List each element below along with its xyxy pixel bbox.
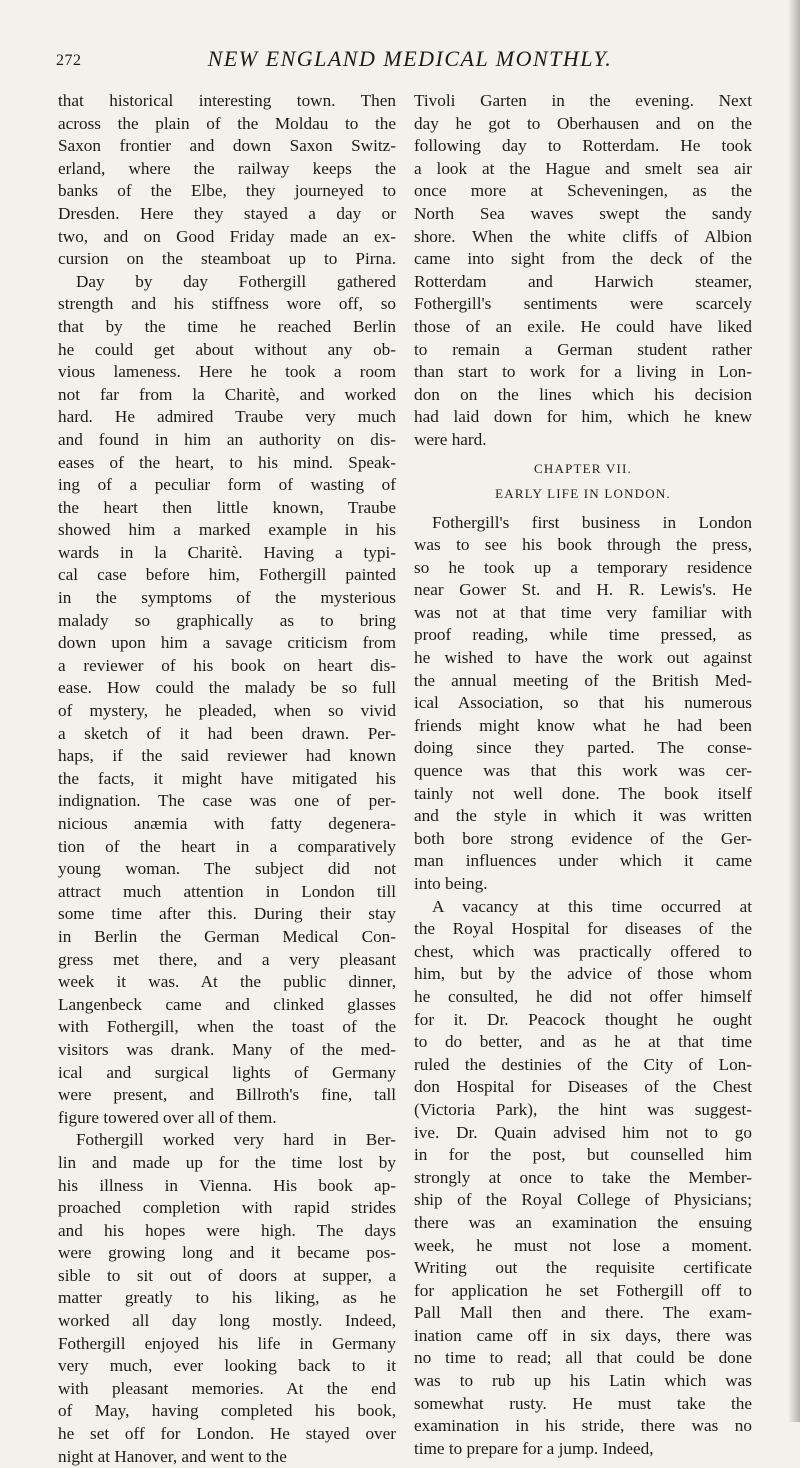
- text-line: don Hospital for Diseases of the Chest: [414, 1077, 752, 1097]
- text-line: following day to Rotterdam. He took: [414, 136, 752, 156]
- text-line: matter greatly to his liking, as he: [58, 1288, 396, 1308]
- right-column: [414, 90, 752, 1460]
- text-line: proached completion with rapid strides: [58, 1198, 396, 1218]
- text-line: worked all day long mostly. Indeed,: [58, 1311, 396, 1331]
- text-line: proof reading, while time pressed, as: [414, 625, 752, 645]
- text-line: ical Association, so that his numerous: [414, 693, 752, 713]
- text-line: Day by day Fothergill gathered: [76, 271, 396, 291]
- text-line: erland, where the railway keeps the: [58, 158, 396, 178]
- text-line: the Royal Hospital for diseases of the: [414, 919, 752, 939]
- text-line: vious lameness. Here he took a room: [58, 362, 396, 382]
- text-line: indignation. The case was one of per-: [58, 791, 396, 811]
- text-line: examination in his stride, there was no: [414, 1416, 752, 1436]
- page-edge-shadow: [788, 0, 800, 1422]
- text-line: somewhat rusty. He must take the: [414, 1393, 752, 1413]
- text-line: doing since they parted. The conse-: [414, 738, 752, 758]
- text-line: tainly not well done. The book itself: [414, 783, 752, 803]
- text-line: ship of the Royal College of Physicians;: [414, 1190, 752, 1210]
- text-line: attract much attention in London till: [58, 881, 396, 901]
- running-title: NEW ENGLAND MEDICAL MONTHLY.: [207, 46, 613, 71]
- text-line: man influences under which it came: [414, 851, 752, 871]
- text-line: ease. How could the malady be so full: [58, 678, 396, 698]
- left-column: [58, 90, 396, 1468]
- text-line: to remain a German student rather: [414, 339, 752, 359]
- text-line: time to prepare for a jump. Indeed,: [414, 1438, 654, 1458]
- text-line: for it. Dr. Peacock thought he ought: [414, 1009, 752, 1029]
- text-line: the heart then little known, Traube: [58, 497, 396, 517]
- text-line: North Sea waves swept the sandy: [414, 203, 752, 223]
- text-line: to do better, and as he at that time: [414, 1032, 752, 1052]
- text-line: his illness in Vienna. His book ap-: [58, 1175, 396, 1195]
- text-line: ive. Dr. Quain advised him not to go: [414, 1122, 752, 1142]
- right-column-text-before-chapter: [414, 90, 752, 452]
- chapter-title: CHAPTER VII.: [534, 460, 632, 476]
- chapter-subtitle: EARLY LIFE IN LONDON.: [495, 485, 671, 501]
- text-line: chest, which was practically offered to: [414, 941, 752, 961]
- text-line: shore. When the white cliffs of Albion: [414, 226, 752, 246]
- text-line: was not at that time very familiar with: [414, 602, 752, 622]
- text-line: there was an examination the ensuing: [414, 1212, 752, 1232]
- text-line: Dresden. Here they stayed a day or: [58, 203, 396, 223]
- text-line: (Victoria Park), the hint was suggest-: [414, 1099, 752, 1119]
- right-column-text-after-chapter: [414, 512, 752, 1461]
- text-line: so he took up a temporary residence: [414, 557, 752, 577]
- text-line: that by the time he reached Berlin: [58, 316, 396, 336]
- text-line: down upon him a savage criticism from: [58, 633, 396, 653]
- text-line: was to see his book through the press,: [414, 535, 752, 555]
- text-line: some time after this. During their stay: [58, 904, 396, 924]
- text-line: ing of a peculiar form of wasting of: [58, 475, 396, 495]
- text-line: Langenbeck came and clinked glasses: [58, 994, 396, 1014]
- text-line: wards in la Charitè. Having a typi-: [58, 542, 396, 562]
- text-line: Writing out the requisite certificate: [414, 1258, 752, 1278]
- text-line: across the plain of the Moldau to the: [58, 113, 396, 133]
- text-line: in Berlin the German Medical Con-: [58, 926, 396, 946]
- text-line: and found in him an authority on dis-: [58, 429, 396, 449]
- text-line: very much, ever looking back to it: [58, 1356, 396, 1376]
- text-line: Fothergill's sentiments were scarcely: [414, 294, 752, 314]
- text-line: day he got to Oberhausen and on the: [414, 113, 752, 133]
- text-line: banks of the Elbe, they journeyed to: [58, 181, 396, 201]
- text-line: once more at Scheveningen, as the: [414, 181, 752, 201]
- text-line: he consulted, he did not offer himself: [414, 986, 752, 1006]
- text-line: had laid down for him, which he knew: [414, 407, 752, 427]
- text-line: he could get about without any ob-: [58, 339, 396, 359]
- text-line: ination came off in six days, there was: [414, 1325, 752, 1345]
- text-line: in for the post, but counselled him: [414, 1145, 752, 1165]
- text-line: with pleasant memories. At the end: [58, 1378, 396, 1398]
- text-line: ruled the destinies of the City of Lon-: [414, 1054, 752, 1074]
- text-line: Fothergill enjoyed his life in Germany: [58, 1333, 396, 1353]
- text-line: visitors was drank. Many of the med-: [58, 1039, 396, 1059]
- text-line: a sketch of it had been drawn. Per-: [58, 723, 396, 743]
- text-line: strongly at once to take the Member-: [414, 1167, 752, 1187]
- text-line: friends might know what he had been: [414, 715, 752, 735]
- text-line: with Fothergill, when the toast of the: [58, 1017, 396, 1037]
- text-line: and the style in which it was written: [414, 806, 752, 826]
- text-line: gress met there, and a very pleasant: [58, 949, 396, 969]
- text-line: were growing long and it became pos-: [58, 1243, 396, 1263]
- text-line: eases of the heart, to his mind. Speak-: [58, 452, 396, 472]
- text-line: in the symptoms of the mysterious: [58, 588, 396, 608]
- text-line: Pall Mall then and there. The exam-: [414, 1303, 752, 1323]
- text-line: came into sight from the deck of the: [414, 249, 752, 269]
- page-number: 272: [56, 52, 82, 69]
- text-line: showed him a marked example in his: [58, 520, 396, 540]
- text-line: week it was. At the public dinner,: [58, 972, 396, 992]
- text-line: hard. He admired Traube very much: [58, 407, 396, 427]
- text-line: he set off for London. He stayed over: [58, 1424, 396, 1444]
- text-line: Fothergill worked very hard in Ber-: [76, 1130, 396, 1150]
- text-line: sible to sit out of doors at supper, a: [58, 1265, 396, 1285]
- text-line: night at Hanover, and went to the: [58, 1446, 287, 1466]
- text-line: strength and his stiffness wore off, so: [58, 294, 396, 314]
- text-line: two, and on Good Friday made an ex-: [58, 226, 396, 246]
- text-line: malady so graphically as to bring: [58, 610, 396, 630]
- text-line: don on the lines which his decision: [414, 384, 752, 404]
- text-line: A vacancy at this time occurred at: [432, 896, 752, 916]
- text-line: the annual meeting of the British Med-: [414, 670, 752, 690]
- text-line: for application he set Fothergill off to: [414, 1280, 752, 1300]
- text-line: cursion on the steamboat up to Pirna.: [58, 249, 396, 269]
- text-line: haps, if the said reviewer had known: [58, 746, 396, 766]
- text-line: near Gower St. and H. R. Lewis's. He: [414, 580, 752, 600]
- text-line: of May, having completed his book,: [58, 1401, 396, 1421]
- text-line: Fothergill's first business in London: [432, 512, 752, 532]
- text-line: figure towered over all of them.: [58, 1107, 277, 1127]
- text-line: were present, and Billroth's fine, tall: [58, 1085, 396, 1105]
- text-line: a reviewer of his book on heart dis-: [58, 655, 396, 675]
- text-line: young woman. The subject did not: [58, 859, 396, 879]
- text-line: ical and surgical lights of Germany: [58, 1062, 396, 1082]
- text-line: were hard.: [414, 429, 487, 449]
- text-line: quence was that this work was cer-: [414, 761, 752, 781]
- text-line: Tivoli Garten in the evening. Next: [414, 91, 752, 110]
- text-line: the facts, it might have mitigated his: [58, 768, 396, 788]
- text-line: than start to work for a living in Lon-: [414, 362, 752, 382]
- text-line: Saxon frontier and down Saxon Switz-: [58, 136, 396, 156]
- text-line: that historical interesting town. Then: [58, 91, 396, 110]
- text-line: was to rub up his Latin which was: [414, 1371, 752, 1391]
- text-line: a look at the Hague and smelt sea air: [414, 158, 752, 178]
- text-line: those of an exile. He could have liked: [414, 316, 752, 336]
- text-line: nicious anæmia with fatty degenera-: [58, 814, 396, 833]
- text-line: he wished to have the work out against: [414, 648, 752, 668]
- text-line: lin and made up for the time lost by: [58, 1152, 396, 1172]
- text-line: week, he must not lose a moment.: [414, 1235, 752, 1255]
- text-line: cal case before him, Fothergill painted: [58, 565, 396, 585]
- text-line: both bore strong evidence of the Ger-: [414, 828, 752, 848]
- text-line: not far from la Charitè, and worked: [58, 384, 396, 404]
- text-line: no time to read; all that could be done: [414, 1348, 752, 1368]
- text-line: Rotterdam and Harwich steamer,: [414, 271, 752, 291]
- text-line: into being.: [414, 874, 488, 893]
- text-line: of mystery, he pleaded, when so vivid: [58, 701, 396, 721]
- text-line: and his hopes were high. The days: [58, 1220, 396, 1240]
- text-line: tion of the heart in a comparatively: [58, 836, 396, 856]
- text-line: him, but by the advice of those whom: [414, 964, 752, 984]
